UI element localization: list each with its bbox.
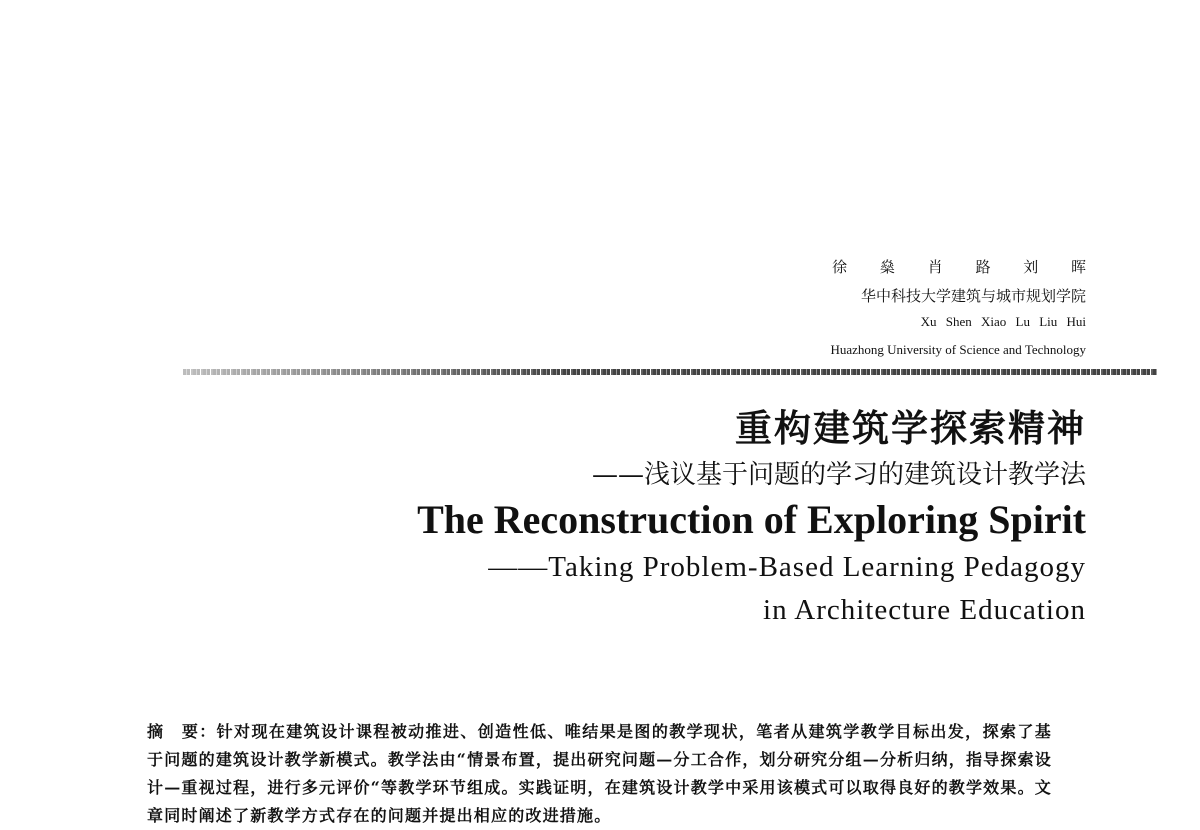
- subtitle-english-line2: in Architecture Education: [763, 594, 1086, 626]
- abstract-label: 摘 要：: [147, 722, 217, 741]
- affiliation-english: Huazhong University of Science and Technology: [830, 342, 1086, 357]
- subtitle-chinese: ——浅议基于问题的学习的建筑设计教学法: [591, 460, 1086, 490]
- divider-fade: [183, 369, 563, 375]
- title-english: The Reconstruction of Exploring Spirit: [417, 497, 1086, 542]
- affiliation-chinese: 华中科技大学建筑与城市规划学院: [860, 287, 1086, 305]
- authors-chinese: 徐 燊 肖 路 刘 晖: [832, 258, 1100, 276]
- authors-english: Xu Shen Xiao Lu Liu Hui: [920, 314, 1086, 329]
- abstract-paragraph: [147, 718, 1052, 830]
- title-chinese: 重构建筑学探索精神: [735, 407, 1086, 450]
- abstract-text: 针对现在建筑设计课程被动推进、创造性低、唯结果是图的教学现状，笔者从建筑学教学目标出发，探索了基于问题的建筑设计教学新模式。教学法由“情景布置，提出研究问题—分工合作，划分研究分组—分析归纳，指导探索设计—重视过程，进行多元评价“等教学环节组成。实践证明，在建筑设计教学中采用该模式可以取得良好的教学效果。文章同时阐述了新教学方式存在的问题并提出相应的改进措施。: [147, 722, 1052, 825]
- subtitle-english-line1: ——Taking Problem-Based Learning Pedagogy: [488, 551, 1086, 583]
